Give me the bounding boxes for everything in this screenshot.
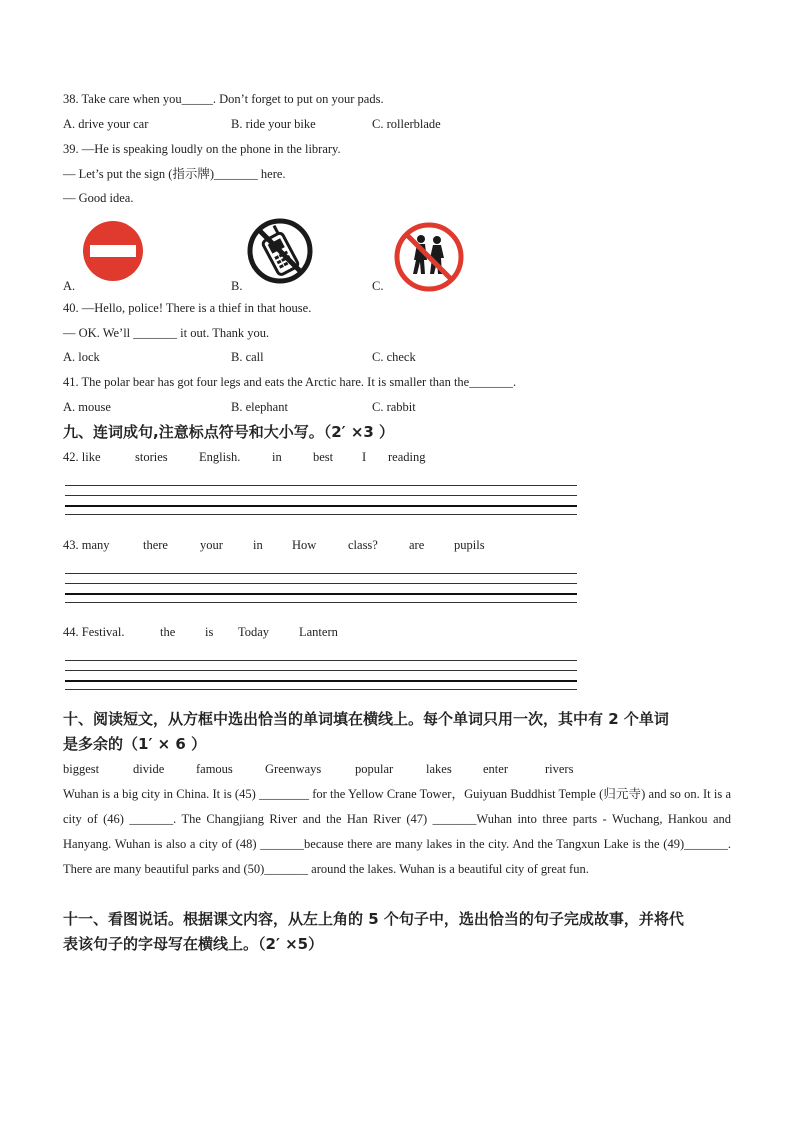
reading-passage: Wuhan is a big city in China. It is (45) ________ for the Yellow Crane Tower，Guiyuan Buddhist Temple (归元寺) and so on. It is a city of (46) _______. The Changjiang River and the Han River (47) _______Wuhan into three parts - Wuchang, Hankou and Hanyang. Wuhan is also a city of (48) _______because there are many lakes in the city. And the Tangxun Lake is the (49)_______. There are many beautiful parks and (50)_______ around the lakes. Wuhan is a beautiful city of great fun. — [63, 787, 731, 876]
q42-word: reading — [388, 450, 426, 464]
q43-word: class? — [348, 538, 378, 552]
word-bank-item: biggest — [63, 762, 100, 776]
q40-line2: — OK. We’ll _______ it out. Thank you. — [63, 326, 270, 340]
q43-word: your — [200, 538, 223, 552]
q41-stem: 41. The polar bear has got four legs and eats the Arctic hare. It is smaller than the_______. — [63, 375, 517, 389]
q41-option-a: A. mouse — [63, 400, 111, 414]
q39-label-b: B. — [231, 279, 243, 293]
q42-word: 42. like — [63, 450, 101, 464]
answer-line[interactable] — [65, 593, 577, 595]
q44-word: is — [205, 625, 214, 639]
answer-line[interactable] — [65, 660, 577, 661]
word-bank-item: Greenways — [265, 762, 322, 776]
q42-word: I — [362, 450, 367, 464]
answer-line[interactable] — [65, 485, 577, 486]
q38-stem: 38. Take care when you_____. Don’t forget to put on your pads. — [63, 92, 384, 106]
q43-word: pupils — [454, 538, 485, 552]
answer-line[interactable] — [65, 670, 577, 671]
q40-option-b: B. call — [231, 350, 264, 364]
word-bank-item: famous — [196, 762, 233, 776]
q39-line1: 39. —He is speaking loudly on the phone in the library. — [63, 142, 341, 156]
q41-option-b: B. elephant — [231, 400, 288, 414]
q38-option-c: C. rollerblade — [372, 117, 441, 131]
q38-option-b: B. ride your bike — [231, 117, 316, 131]
no-entry-sign-icon — [82, 220, 144, 282]
section9-title: 九、连词成句,注意标点符号和大小写。（2′ ×3 ） — [63, 423, 395, 441]
q44-word: Lantern — [299, 625, 338, 639]
q40-line1: 40. —Hello, police! There is a thief in that house. — [63, 301, 312, 315]
word-bank-item: lakes — [426, 762, 452, 776]
q43-word: How — [292, 538, 317, 552]
answer-line[interactable] — [65, 573, 577, 574]
word-bank-item: enter — [483, 762, 508, 776]
q44-word: the — [160, 625, 176, 639]
section10-title-line1: 十、阅读短文，从方框中选出恰当的单词填在横线上。每个单词只用一次，其中有 2 个单词 — [63, 710, 669, 728]
q42-word: best — [313, 450, 334, 464]
q39-label-a: A. — [63, 279, 76, 293]
q42-word: in — [272, 450, 282, 464]
word-bank-item: rivers — [545, 762, 574, 776]
q38-option-a: A. drive your car — [63, 117, 149, 131]
q44-word: Today — [238, 625, 270, 639]
q43-word: 43. many — [63, 538, 110, 552]
answer-line[interactable] — [65, 514, 577, 515]
q44-word: 44. Festival. — [63, 625, 125, 639]
q43-word: in — [253, 538, 263, 552]
q42-word: English. — [199, 450, 241, 464]
q43-word: are — [409, 538, 425, 552]
answer-line[interactable] — [65, 505, 577, 507]
q43-word: there — [143, 538, 168, 552]
section10-title-line2: 是多余的（1′ × 6 ） — [63, 735, 207, 753]
section11-title-line2: 表该句子的字母写在横线上。（2′ ×5） — [63, 935, 324, 953]
q42-word: stories — [135, 450, 168, 464]
answer-line[interactable] — [65, 495, 577, 496]
answer-line[interactable] — [65, 689, 577, 690]
q40-option-c: C. check — [372, 350, 416, 364]
q39-label-c: C. — [372, 279, 384, 293]
q41-option-c: C. rabbit — [372, 400, 416, 414]
answer-line[interactable] — [65, 680, 577, 682]
word-bank-item: divide — [133, 762, 165, 776]
answer-line[interactable] — [65, 583, 577, 584]
word-bank-item: popular — [355, 762, 394, 776]
q39-line2: — Let’s put the sign (指示牌)_______ here. — [63, 167, 286, 181]
q40-option-a: A. lock — [63, 350, 100, 364]
section11-title-line1: 十一、看图说话。根据课文内容，从左上角的 5 个句子中，选出恰当的句子完成故事，并将代 — [63, 910, 684, 928]
answer-line[interactable] — [65, 602, 577, 603]
no-phone-sign-icon — [246, 217, 314, 285]
q39-line3: — Good idea. — [63, 191, 134, 205]
no-pedestrians-sign-icon — [394, 222, 464, 292]
